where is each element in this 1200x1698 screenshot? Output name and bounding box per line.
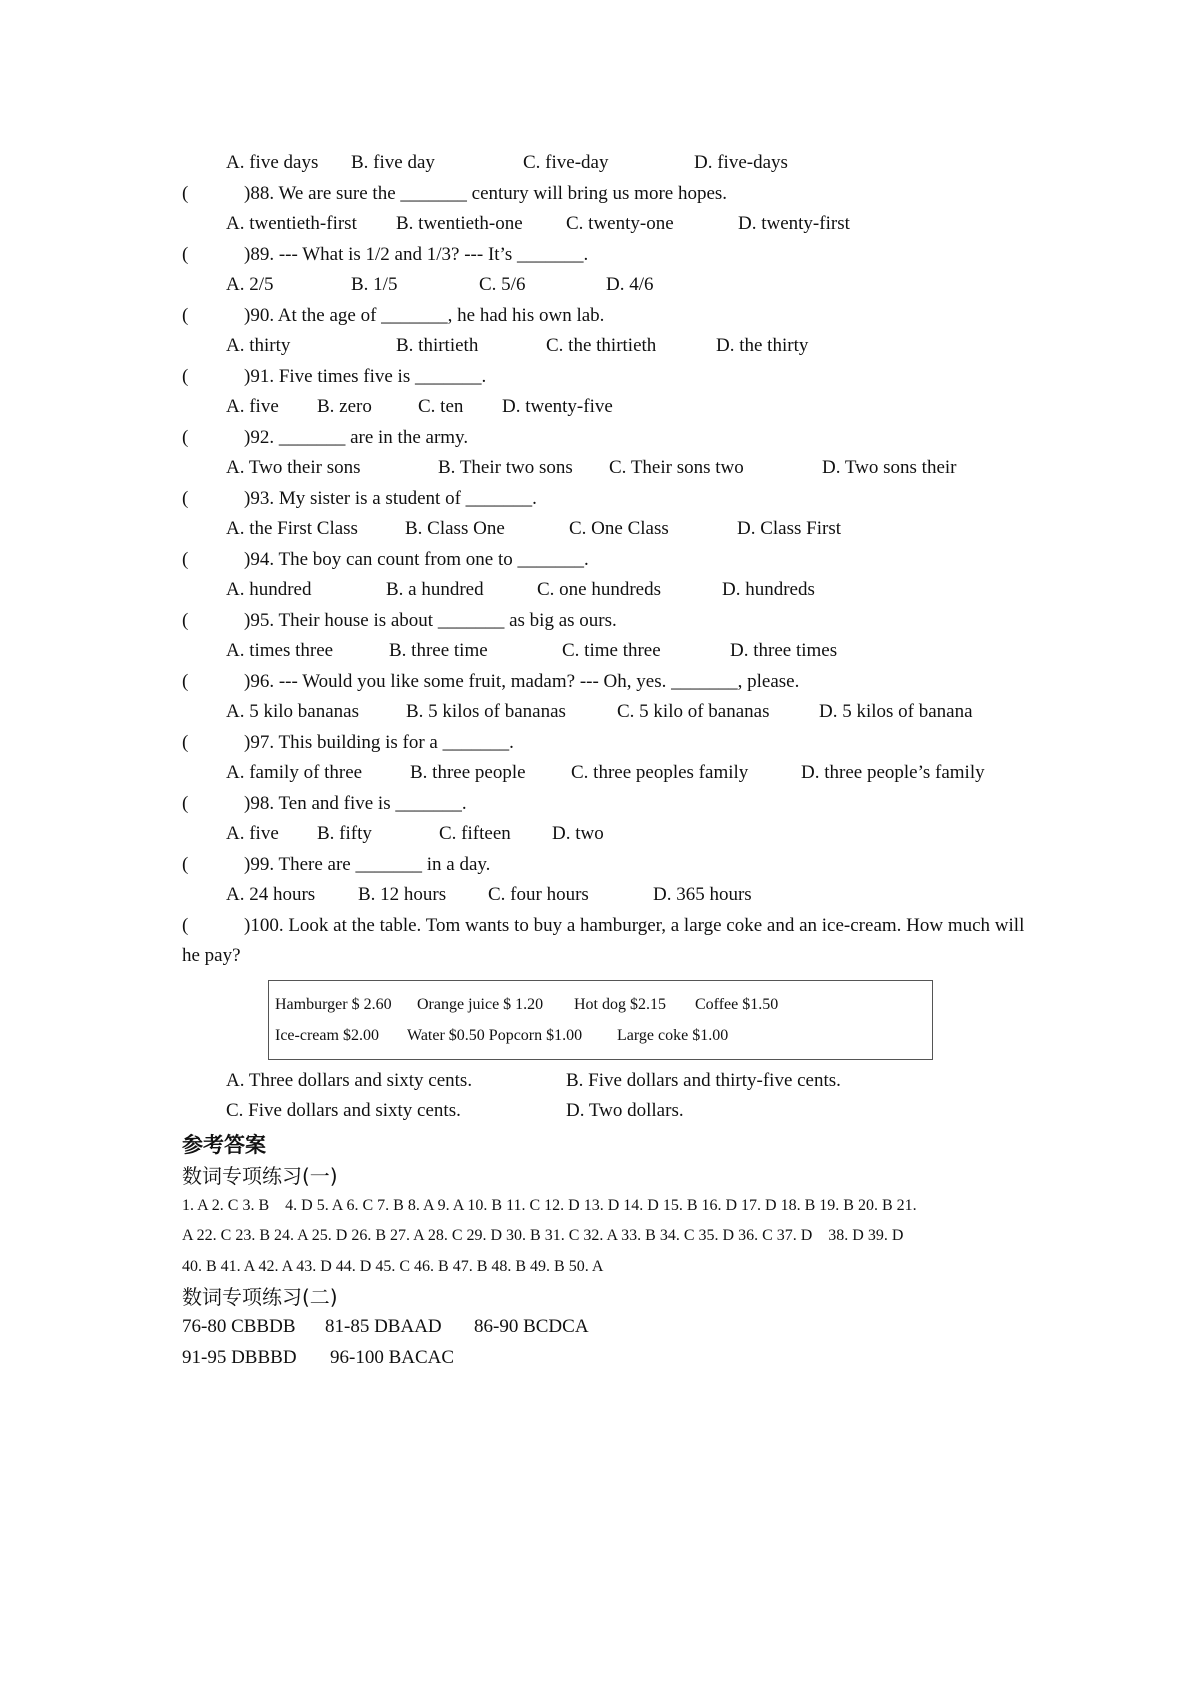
option-text: C. fifteen bbox=[439, 823, 511, 844]
option-text: B. Class One bbox=[405, 518, 505, 539]
answer-group: 96-100 BACAC bbox=[330, 1346, 455, 1368]
question-stem: )99. There are _______ in a day. bbox=[244, 853, 491, 875]
options-q88 bbox=[182, 209, 1042, 240]
option-text: A. Two their sons bbox=[226, 457, 361, 478]
answer-group: 91-95 DBBBD bbox=[182, 1346, 297, 1368]
option-text: C. time three bbox=[562, 640, 661, 661]
question-stem: )97. This building is for a _______. bbox=[244, 731, 514, 753]
price-row bbox=[269, 1020, 932, 1051]
answer-line bbox=[182, 1312, 1042, 1343]
price-item: Hot dog $2.15 bbox=[574, 995, 666, 1013]
option-text: D. Two sons their bbox=[822, 457, 957, 478]
question-93 bbox=[182, 484, 1042, 515]
option-text: A. 2/5 bbox=[226, 274, 274, 295]
option-text: A. thirty bbox=[226, 335, 291, 356]
answer-line: A 22. C 23. B 24. A 25. D 26. B 27. A 28. C 29. D 30. B 31. C 32. A 33. B 34. C 35. D 36. C 37. D 38. D 39. D bbox=[182, 1227, 904, 1244]
answer-line bbox=[182, 1343, 1042, 1374]
question-stem: )98. Ten and five is _______. bbox=[244, 792, 467, 814]
option-text: D. the thirty bbox=[716, 335, 809, 356]
option-text: B. Their two sons bbox=[438, 457, 573, 478]
question-stem: )93. My sister is a student of _______. bbox=[244, 487, 537, 509]
option-text: C. the thirtieth bbox=[546, 335, 657, 356]
answer-section-2-title: 数词专项练习(二) bbox=[182, 1285, 338, 1309]
answer-group: 86-90 BCDCA bbox=[474, 1316, 589, 1337]
option-text: B. fifty bbox=[317, 823, 372, 844]
question-91 bbox=[182, 362, 1042, 393]
question-stem: )89. --- What is 1/2 and 1/3? --- It’s _______. bbox=[244, 243, 589, 265]
option-text: C. one hundreds bbox=[537, 579, 662, 600]
option-text: B. thirtieth bbox=[396, 335, 479, 356]
option-text: D. hundreds bbox=[722, 579, 815, 600]
price-item: Water $0.50 Popcorn $1.00 bbox=[407, 1026, 583, 1044]
question-stem: )88. We are sure the _______ century will bring us more hopes. bbox=[244, 182, 728, 204]
option-text: D. twenty-first bbox=[738, 213, 850, 234]
option-text: D. Two dollars. bbox=[566, 1100, 684, 1121]
option-text: D. 365 hours bbox=[653, 884, 752, 905]
answer-line: 1. A 2. C 3. B 4. D 5. A 6. C 7. B 8. A 9. A 10. B 11. C 12. D 13. D 14. D 15. B 16. D 17. D 18. B 19. B 20. B 21. bbox=[182, 1196, 917, 1214]
option-text: C. four hours bbox=[488, 884, 589, 905]
options-q93 bbox=[182, 514, 1042, 545]
option-text: C. three peoples family bbox=[571, 762, 749, 783]
answer-blank-paren: ( bbox=[182, 914, 189, 936]
option-text: A. 24 hours bbox=[226, 884, 316, 905]
answer-blank-paren: ( bbox=[182, 426, 189, 448]
options-q98 bbox=[182, 819, 1042, 850]
exercise-content bbox=[182, 148, 1042, 1373]
question-99 bbox=[182, 850, 1042, 881]
answer-blank-paren: ( bbox=[182, 182, 189, 204]
option-text: B. zero bbox=[317, 396, 372, 417]
price-item: Coffee $1.50 bbox=[695, 995, 779, 1013]
options-q95 bbox=[182, 636, 1042, 667]
option-text: B. five day bbox=[351, 152, 435, 173]
options-q94 bbox=[182, 575, 1042, 606]
option-text: D. Class First bbox=[737, 518, 841, 539]
question-stem: )100. Look at the table. Tom wants to buy a hamburger, a large coke and an ice-cream. How much will he pay? bbox=[182, 914, 1025, 966]
option-text: C. One Class bbox=[569, 518, 669, 539]
option-text: D. twenty-five bbox=[502, 396, 613, 417]
question-stem: )90. At the age of _______, he had his own lab. bbox=[244, 304, 605, 326]
answer-group: 81-85 DBAAD bbox=[325, 1316, 442, 1337]
option-text: C. five-day bbox=[523, 152, 609, 173]
option-text: D. three people’s family bbox=[801, 762, 985, 783]
options-q89 bbox=[182, 270, 1042, 301]
answer-blank-paren: ( bbox=[182, 304, 189, 326]
option-text: D. five-days bbox=[694, 152, 788, 173]
option-text: C. Five dollars and sixty cents. bbox=[226, 1100, 461, 1121]
question-97 bbox=[182, 728, 1042, 759]
answer-blank-paren: ( bbox=[182, 670, 189, 692]
option-text: A. 5 kilo bananas bbox=[226, 701, 359, 722]
answer-blank-paren: ( bbox=[182, 792, 189, 814]
option-text: C. Their sons two bbox=[609, 457, 744, 478]
option-text: A. family of three bbox=[226, 762, 363, 783]
option-text: C. twenty-one bbox=[566, 213, 674, 234]
option-text: A. twentieth-first bbox=[226, 213, 357, 234]
option-text: B. a hundred bbox=[386, 579, 484, 600]
options-q97 bbox=[182, 758, 1042, 789]
question-89 bbox=[182, 240, 1042, 271]
question-stem: )91. Five times five is _______. bbox=[244, 365, 487, 387]
option-text: B. 1/5 bbox=[351, 274, 398, 295]
option-text: D. 4/6 bbox=[606, 274, 654, 295]
options-q90 bbox=[182, 331, 1042, 362]
answer-blank-paren: ( bbox=[182, 487, 189, 509]
option-text: D. three times bbox=[730, 640, 838, 661]
answer-group: 76-80 CBBDB bbox=[182, 1316, 296, 1337]
option-text: A. five bbox=[226, 823, 279, 844]
option-text: C. 5 kilo of bananas bbox=[617, 701, 770, 722]
option-text: A. hundred bbox=[226, 579, 312, 600]
price-item: Ice-cream $2.00 bbox=[275, 1026, 379, 1044]
price-item: Hamburger $ 2.60 bbox=[275, 995, 392, 1013]
answer-blank-paren: ( bbox=[182, 609, 189, 631]
price-item: Large coke $1.00 bbox=[617, 1026, 729, 1044]
option-text: B. three people bbox=[410, 762, 526, 783]
options-q87 bbox=[182, 148, 1042, 179]
question-100 bbox=[182, 911, 1042, 972]
question-stem: )92. _______ are in the army. bbox=[244, 426, 469, 448]
option-text: A. five bbox=[226, 396, 279, 417]
option-text: C. 5/6 bbox=[479, 274, 526, 295]
option-text: A. times three bbox=[226, 640, 334, 661]
answer-blank-paren: ( bbox=[182, 853, 189, 875]
price-row bbox=[269, 989, 932, 1020]
price-item: Orange juice $ 1.20 bbox=[417, 995, 544, 1013]
options-q91 bbox=[182, 392, 1042, 423]
option-text: D. 5 kilos of banana bbox=[819, 701, 973, 722]
option-text: A. five days bbox=[226, 152, 319, 173]
question-88 bbox=[182, 179, 1042, 210]
options-q96 bbox=[182, 697, 1042, 728]
option-text: B. 12 hours bbox=[358, 884, 447, 905]
price-table bbox=[268, 980, 933, 1060]
option-text: B. twentieth-one bbox=[396, 213, 523, 234]
answer-line: 40. B 41. A 42. A 43. D 44. D 45. C 46. B 47. B 48. B 49. B 50. A bbox=[182, 1257, 604, 1275]
option-text: D. two bbox=[552, 823, 604, 844]
question-stem: )95. Their house is about _______ as big as ours. bbox=[244, 609, 617, 631]
question-90 bbox=[182, 301, 1042, 332]
question-98 bbox=[182, 789, 1042, 820]
answer-blank-paren: ( bbox=[182, 243, 189, 265]
options-q100-row1 bbox=[182, 1066, 1042, 1097]
option-text: C. ten bbox=[418, 396, 464, 417]
question-95 bbox=[182, 606, 1042, 637]
question-stem: )94. The boy can count from one to _______. bbox=[244, 548, 589, 570]
options-q100-row2 bbox=[182, 1096, 1042, 1127]
option-text: A. the First Class bbox=[226, 518, 358, 539]
question-94 bbox=[182, 545, 1042, 576]
answer-blank-paren: ( bbox=[182, 365, 189, 387]
question-stem: )96. --- Would you like some fruit, madam? --- Oh, yes. _______, please. bbox=[244, 670, 800, 692]
question-96 bbox=[182, 667, 1042, 698]
option-text: B. three time bbox=[389, 640, 488, 661]
answer-blank-paren: ( bbox=[182, 548, 189, 570]
question-92 bbox=[182, 423, 1042, 454]
answer-blank-paren: ( bbox=[182, 731, 189, 753]
options-q99 bbox=[182, 880, 1042, 911]
options-q92 bbox=[182, 453, 1042, 484]
option-text: A. Three dollars and sixty cents. bbox=[226, 1069, 473, 1091]
answer-key-title: 参考答案 bbox=[182, 1132, 266, 1157]
option-text: B. 5 kilos of bananas bbox=[406, 701, 566, 722]
option-text: B. Five dollars and thirty-five cents. bbox=[566, 1069, 841, 1091]
answer-section-1-title: 数词专项练习(一) bbox=[182, 1163, 338, 1188]
